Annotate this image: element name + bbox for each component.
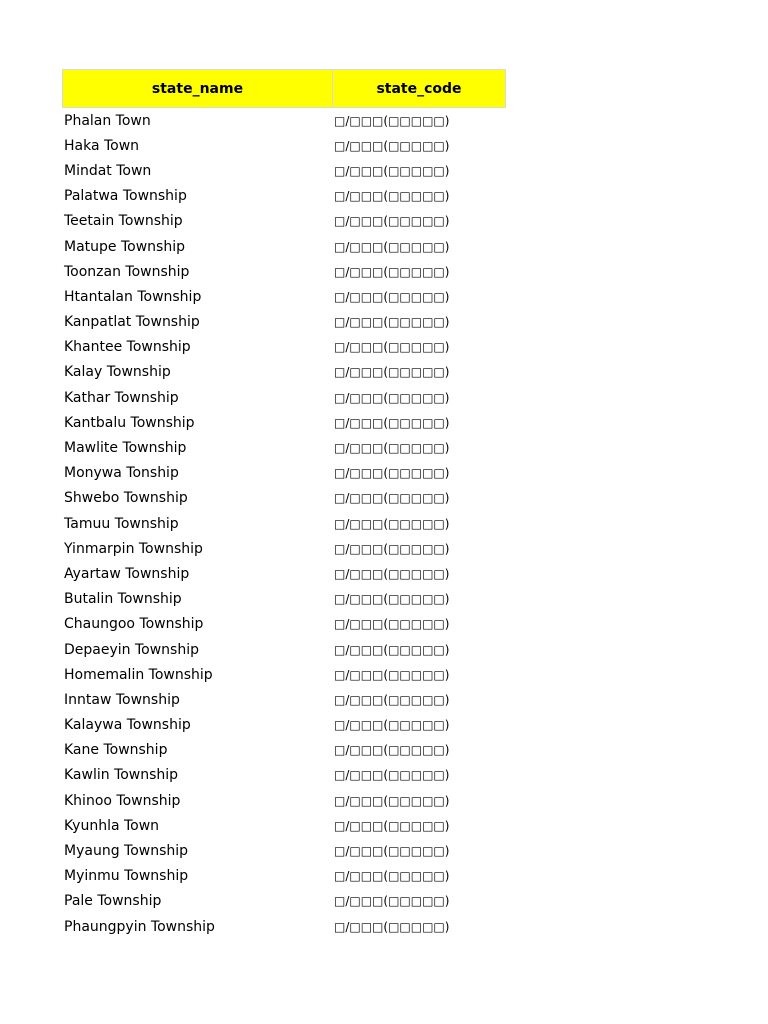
state-name-cell[interactable]: Matupe Township	[64, 238, 185, 255]
table-row	[62, 234, 506, 259]
state-name-cell[interactable]: Shwebo Township	[64, 490, 188, 507]
state-name-cell[interactable]: Myinmu Township	[64, 868, 189, 885]
state-name-cell[interactable]: Mindat Town	[64, 162, 152, 179]
table-row	[62, 914, 506, 939]
state-code-cell[interactable]: □/□□□(□□□□□)	[334, 239, 450, 254]
state-code-cell[interactable]: □/□□□(□□□□□)	[334, 113, 450, 128]
state-name-cell[interactable]: Kane Township	[64, 742, 168, 759]
state-code-cell[interactable]: □/□□□(□□□□□)	[334, 667, 450, 682]
state-name-cell[interactable]: Teetain Township	[64, 213, 183, 230]
state-name-cell[interactable]: Inntaw Township	[64, 691, 180, 708]
state-name-cell[interactable]: Khinoo Township	[64, 792, 181, 809]
state-code-cell[interactable]: □/□□□(□□□□□)	[334, 844, 450, 859]
state-name-cell[interactable]: Phaungpyin Township	[64, 918, 215, 935]
state-name-cell[interactable]: Myaung Township	[64, 843, 189, 860]
table-row	[62, 788, 506, 813]
table-row	[62, 435, 506, 460]
state-code-cell[interactable]: □/□□□(□□□□□)	[334, 541, 450, 556]
state-code-cell[interactable]: □/□□□(□□□□□)	[334, 718, 450, 733]
table-row	[62, 259, 506, 284]
table-row	[62, 738, 506, 763]
state-name-cell[interactable]: Butalin Township	[64, 591, 182, 608]
state-code-cell[interactable]: □/□□□(□□□□□)	[334, 315, 450, 330]
table-row	[62, 410, 506, 435]
state-code-cell[interactable]: □/□□□(□□□□□)	[334, 214, 450, 229]
header-state-name[interactable]: state_name	[62, 70, 333, 107]
state-code-cell[interactable]: □/□□□(□□□□□)	[334, 466, 450, 481]
table-row	[62, 587, 506, 612]
table-row	[62, 108, 506, 133]
table-row	[62, 536, 506, 561]
table-row	[62, 184, 506, 209]
table-row	[62, 637, 506, 662]
table-row	[62, 461, 506, 486]
table-row	[62, 209, 506, 234]
table-row	[62, 284, 506, 309]
state-code-cell[interactable]: □/□□□(□□□□□)	[334, 340, 450, 355]
table-row	[62, 713, 506, 738]
table-row	[62, 662, 506, 687]
state-code-cell[interactable]: □/□□□(□□□□□)	[334, 415, 450, 430]
table-row	[62, 838, 506, 863]
table-row	[62, 360, 506, 385]
spreadsheet-table	[62, 69, 506, 939]
state-code-cell[interactable]: □/□□□(□□□□□)	[334, 617, 450, 632]
state-name-cell[interactable]: Chaungoo Township	[64, 616, 204, 633]
state-code-cell[interactable]: □/□□□(□□□□□)	[334, 138, 450, 153]
table-row	[62, 864, 506, 889]
state-name-cell[interactable]: Palatwa Township	[64, 188, 187, 205]
state-name-cell[interactable]: Haka Town	[64, 137, 140, 154]
state-code-cell[interactable]: □/□□□(□□□□□)	[334, 592, 450, 607]
table-row	[62, 687, 506, 712]
table-row	[62, 511, 506, 536]
table-row	[62, 335, 506, 360]
state-name-cell[interactable]: Kawlin Township	[64, 767, 179, 784]
state-name-cell[interactable]: Depaeyin Township	[64, 641, 199, 658]
state-code-cell[interactable]: □/□□□(□□□□□)	[334, 869, 450, 884]
state-code-cell[interactable]: □/□□□(□□□□□)	[334, 516, 450, 531]
state-name-cell[interactable]: Kantbalu Township	[64, 414, 195, 431]
state-name-cell[interactable]: Homemalin Township	[64, 666, 213, 683]
state-code-cell[interactable]: □/□□□(□□□□□)	[334, 163, 450, 178]
table-row	[62, 813, 506, 838]
state-code-cell[interactable]: □/□□□(□□□□□)	[334, 441, 450, 456]
state-name-cell[interactable]: Mawlite Township	[64, 440, 187, 457]
state-code-cell[interactable]: □/□□□(□□□□□)	[334, 390, 450, 405]
state-name-cell[interactable]: Kyunhla Town	[64, 817, 160, 834]
state-code-cell[interactable]: □/□□□(□□□□□)	[334, 894, 450, 909]
state-code-cell[interactable]: □/□□□(□□□□□)	[334, 365, 450, 380]
state-code-cell[interactable]: □/□□□(□□□□□)	[334, 768, 450, 783]
table-row	[62, 158, 506, 183]
state-name-cell[interactable]: Tamuu Township	[64, 515, 179, 532]
state-name-cell[interactable]: Yinmarpin Township	[64, 540, 203, 557]
state-name-cell[interactable]: Kanpatlat Township	[64, 314, 200, 331]
state-name-cell[interactable]: Kalaywa Township	[64, 717, 191, 734]
state-code-cell[interactable]: □/□□□(□□□□□)	[334, 566, 450, 581]
state-name-cell[interactable]: Ayartaw Township	[64, 565, 190, 582]
state-name-cell[interactable]: Kalay Township	[64, 364, 171, 381]
state-code-cell[interactable]: □/□□□(□□□□□)	[334, 919, 450, 934]
state-name-cell[interactable]: Phalan Town	[64, 112, 151, 129]
state-name-cell[interactable]: Toonzan Township	[64, 263, 190, 280]
table-row	[62, 310, 506, 335]
table-body	[62, 108, 506, 939]
header-state-code[interactable]: state_code	[333, 70, 506, 107]
state-code-cell[interactable]: □/□□□(□□□□□)	[334, 289, 450, 304]
state-name-cell[interactable]: Kathar Township	[64, 389, 179, 406]
table-row	[62, 763, 506, 788]
table-row	[62, 889, 506, 914]
table-row	[62, 486, 506, 511]
state-name-cell[interactable]: Pale Township	[64, 893, 162, 910]
state-name-cell[interactable]: Htantalan Township	[64, 288, 202, 305]
state-code-cell[interactable]: □/□□□(□□□□□)	[334, 743, 450, 758]
state-code-cell[interactable]: □/□□□(□□□□□)	[334, 818, 450, 833]
table-row	[62, 561, 506, 586]
state-name-cell[interactable]: Monywa Tonship	[64, 465, 179, 482]
table-row	[62, 133, 506, 158]
state-code-cell[interactable]: □/□□□(□□□□□)	[334, 793, 450, 808]
table-row	[62, 385, 506, 410]
state-code-cell[interactable]: □/□□□(□□□□□)	[334, 692, 450, 707]
state-code-cell[interactable]: □/□□□(□□□□□)	[334, 642, 450, 657]
state-code-cell[interactable]: □/□□□(□□□□□)	[334, 491, 450, 506]
header-row	[62, 69, 506, 108]
state-name-cell[interactable]: Khantee Township	[64, 339, 191, 356]
state-code-cell[interactable]: □/□□□(□□□□□)	[334, 264, 450, 279]
table-row	[62, 612, 506, 637]
state-code-cell[interactable]: □/□□□(□□□□□)	[334, 189, 450, 204]
